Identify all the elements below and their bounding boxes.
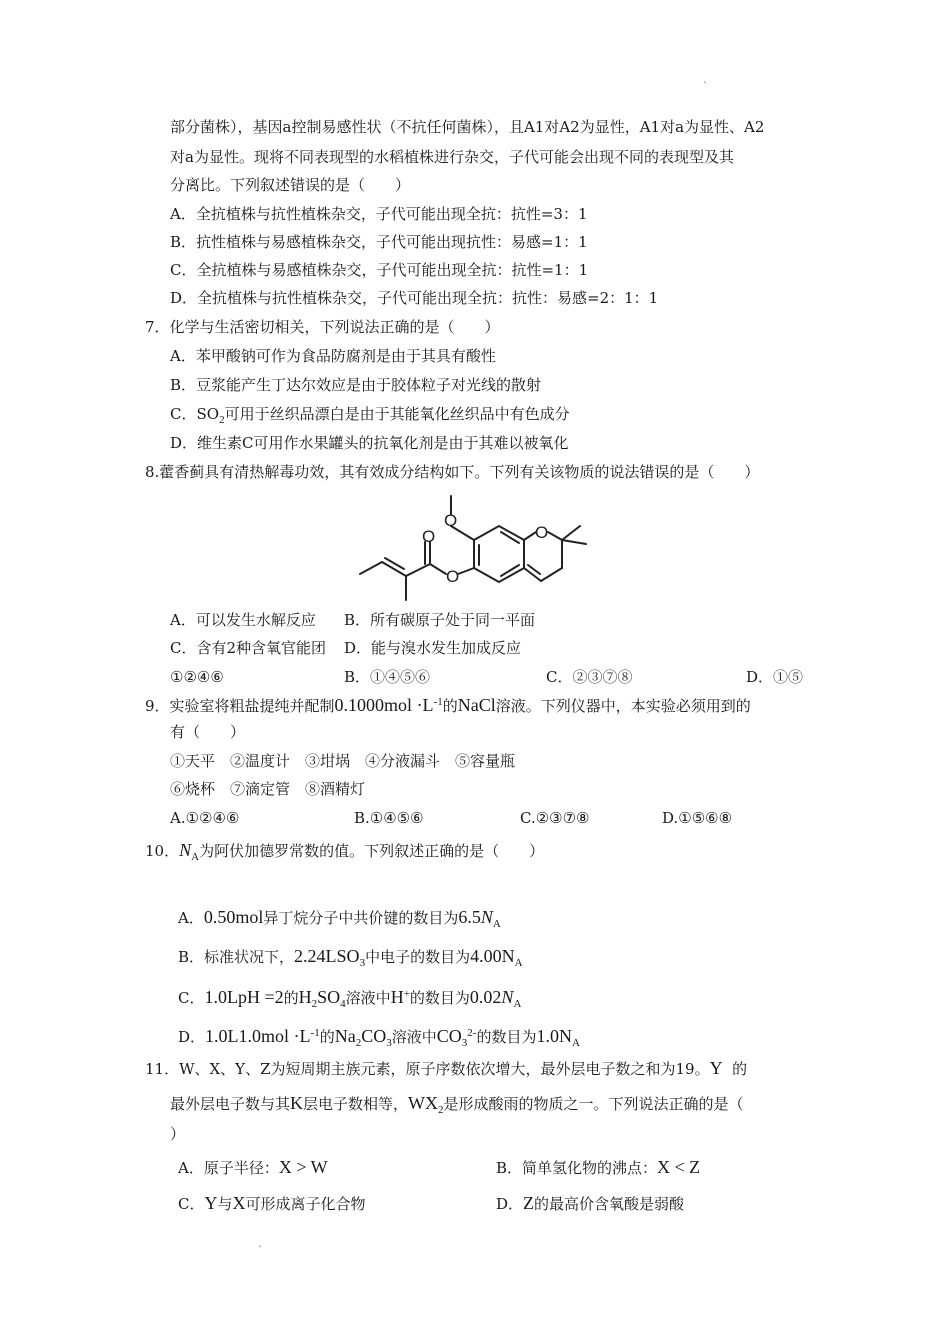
alkene-end-methyl — [360, 562, 382, 574]
q9-stem-line-1: 9．实验室将粗盐提纯并配制$0.1000mol \cdot L^{-1}$的NaCl溶液。下列仪器中，本实验必须用到的 — [145, 695, 751, 715]
q8-answer-a: ①②④⑥ — [170, 668, 224, 686]
q7-option-b: B．豆浆能产生丁达尔效应是由于胶体粒子对光线的散射 — [170, 376, 542, 394]
atom-o-carbonyl: O — [422, 527, 436, 546]
q9-option-d: D.①⑤⑥⑧ — [662, 809, 733, 827]
q10-option-d: D．$1.0L1.0mol \cdot L^{-1}$的$Na_2CO_3$溶液中$CO_3^{2-}$的数目为$1.0N_A$ — [178, 1026, 580, 1049]
benzene-inner-bond-2 — [501, 532, 519, 543]
alkene-double-inner — [385, 558, 404, 569]
q11-stem-line-1: 11．W、X、Y、Z为短周期主族元素，原子序数依次增大，最外层电子数之和为19。Y 的 — [145, 1058, 748, 1078]
q11-stem-line-2: 最外层电子数与其K层电子数相等，$WX_2$是形成酸雨的物质之一。下列说法正确的是（ — [170, 1093, 744, 1116]
q6-stem-line-3: 分离比。下列叙述错误的是（ ） — [170, 176, 411, 194]
chemical-structure-diagram — [356, 488, 596, 606]
q10-option-b: B．标准状况下，$2.24LSO_3$中电子的数目为$4.00N_A$ — [178, 946, 523, 969]
atom-o-ester: O — [446, 567, 460, 586]
q11-option-d: D．Z的最高价含氧酸是弱酸 — [496, 1193, 685, 1213]
q10-option-c: C．1.0LpH =2的$H_2SO_4$溶液中H+的数目为$0.02N_A$ — [178, 987, 522, 1010]
q10-option-a: A．0.50mol异丁烷分子中共价键的数目为$6.5N_A$ — [178, 907, 501, 930]
q9-option-a: A.①②④⑥ — [170, 809, 240, 827]
q6-stem-line-2: 对a为显性。现将不同表现型的水稻植株进行杂交，子代可能会出现不同的表现型及其 — [170, 148, 734, 166]
q11-option-c: C．Y与X可形成离子化合物 — [178, 1193, 366, 1213]
q6-option-b: B．抗性植株与易感植株杂交，子代可能出现抗性：易感=1：1 — [170, 233, 588, 251]
methyl-bond-1 — [562, 526, 580, 540]
q8-answer-c: C．②③⑦⑧ — [546, 668, 633, 686]
methyl-bond-2 — [562, 540, 586, 544]
q8-stem: 8.藿香蓟具有清热解毒功效，其有效成分结构如下。下列有关该物质的说法错误的是（ ） — [145, 463, 760, 481]
q9-items-line-1: ①天平 ②温度计 ③坩埚 ④分液漏斗 ⑤容量瓶 — [170, 752, 516, 770]
q9-items-line-2: ⑥烧杯 ⑦滴定管 ⑧酒精灯 — [170, 780, 366, 798]
ester-c-o-bond — [430, 564, 446, 574]
q6-option-d: D．全抗植株与抗性植株杂交，子代可能出现全抗：抗性：易感=2：1：1 — [170, 289, 659, 307]
q11-option-b: B．简单氢化物的沸点：X < Z — [496, 1157, 701, 1177]
pyran-o-bond-2 — [548, 532, 562, 540]
q8-answer-b: B．①④⑤⑥ — [344, 668, 431, 686]
q7-stem: 7．化学与生活密切相关，下列说法正确的是（ ） — [145, 318, 500, 336]
pyran-double-bond — [524, 568, 541, 581]
q10-stem: 10．$N_A$为阿伏加德罗常数的值。下列叙述正确的是（ ） — [145, 840, 545, 863]
alkene-c-bond — [406, 564, 430, 576]
q8-option-d: D．能与溴水发生加成反应 — [344, 639, 522, 657]
q7-option-d: D．维生素C可用作水果罐头的抗氧化剂是由于其难以被氧化 — [170, 434, 569, 452]
atom-o-methoxy: O — [444, 511, 458, 530]
q9-stem-line-2: 有（ ） — [170, 723, 246, 741]
q9-option-c: C.②③⑦⑧ — [520, 809, 590, 827]
q6-option-c: C．全抗植株与易感植株杂交，子代可能出现全抗：抗性=1：1 — [170, 261, 589, 279]
benzene-inner-bond-3 — [501, 565, 519, 576]
q6-option-a: A．全抗植株与抗性植株杂交，子代可能出现全抗：抗性=3：1 — [170, 205, 588, 223]
page-mark-top: ` — [703, 82, 708, 93]
q11-option-a: A．原子半径：X > W — [178, 1157, 328, 1177]
q8-option-c: C．含有2种含氧官能团 — [170, 639, 327, 657]
benzene-ring — [474, 526, 524, 582]
q8-option-a: A．可以发生水解反应 — [170, 611, 316, 629]
pyran-c-bond-2 — [541, 568, 562, 581]
page-mark-bottom: ` — [258, 1246, 263, 1257]
atom-o-pyran: O — [535, 523, 549, 542]
q7-option-a: A．苯甲酸钠可作为食品防腐剂是由于其具有酸性 — [170, 347, 496, 365]
q6-stem-line-1: 部分菌株），基因a控制易感性状（不抗任何菌株），且A1对A2为显性，A1对a为显性、A2 — [170, 118, 765, 136]
q11-stem-line-3: ） — [170, 1125, 186, 1143]
q7-option-c: C．$SO_2$可用于丝织品漂白是由于其能氧化丝织品中有色成分 — [170, 405, 570, 426]
q8-option-b: B．所有碳原子处于同一平面 — [344, 611, 536, 629]
ester-o-bond — [458, 568, 474, 574]
q8-answer-d: D．①⑤ — [746, 668, 804, 686]
q9-option-b: B.①④⑤⑥ — [354, 809, 424, 827]
